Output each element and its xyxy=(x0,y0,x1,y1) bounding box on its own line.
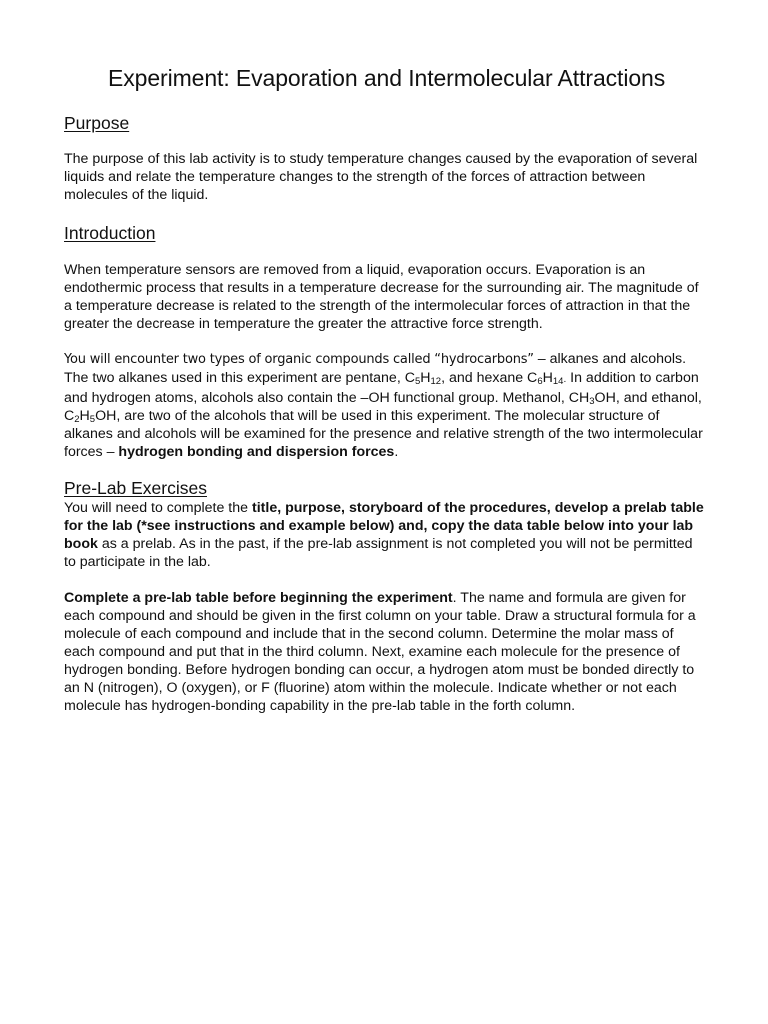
prelab-note: as a prelab. As in the past, if the pre-lab assignment is not completed you will not be permitted to participate in the lab. xyxy=(64,536,693,570)
introduction-heading: Introduction xyxy=(64,223,156,243)
page-title: Experiment: Evaporation and Intermolecular Attractions xyxy=(108,65,666,91)
prelab-intro: You will need to complete the xyxy=(64,500,252,516)
prelab-paragraph-2 xyxy=(64,589,708,715)
pentane-h: H xyxy=(420,370,431,386)
forces-period: . xyxy=(394,444,399,460)
ethanol-text: OH, and ethanol, C xyxy=(64,390,702,424)
pentane-subscript-h: 12 xyxy=(430,376,442,387)
ethanol-subscript-h: 5 xyxy=(89,414,96,425)
ethanol-h: H xyxy=(79,408,90,424)
hexane-h: H xyxy=(542,370,553,386)
introduction-paragraph-1: When temperature sensors are removed from a liquid, evaporation occurs. Evaporation is an endothermic process that results in a temperature decrease for the surrounding air. The magnitude of a temperature decrease is related to the strength of the intermolecular forces of attraction in that the greater the decrease in temperature the greater the attractive force strength. xyxy=(64,262,699,332)
hexane-subscript-h: 14 xyxy=(552,376,564,387)
hexane-text: , and hexane C xyxy=(441,370,538,386)
forces-text: OH, are two of the alcohols that will be used in this experiment. The molecular structure of alkanes and alcohols will be examined for the presence and relative strength of the two intermolecular forces – xyxy=(64,408,703,460)
prelab-heading: Pre-Lab Exercises xyxy=(64,478,207,498)
forces-bold: hydrogen bonding and dispersion forces xyxy=(118,444,395,460)
alcohols-text: In addition to carbon and hydrogen atoms, alcohols also contain the –OH functional group. Methanol, CH xyxy=(64,370,699,406)
hydrocarbons-sentence: You will encounter two types of organic compounds called “hydrocarbons” xyxy=(64,352,534,367)
methanol-subscript: 3 xyxy=(589,396,595,407)
purpose-heading: Purpose xyxy=(64,113,130,133)
hexane-period: . xyxy=(563,374,567,385)
alkanes-text: – alkanes and alcohols. The two alkanes used in this experiment are pentane, C xyxy=(64,351,687,386)
prelab-requirements-bold: title, purpose, storyboard of the procedures, develop a prelab table for the lab (*see instructions and example below) and, copy the data table below into your lab book xyxy=(64,500,704,552)
introduction-paragraph-2 xyxy=(64,350,708,461)
prelab-table-bold: Complete a pre-lab table before beginning the experiment xyxy=(64,590,453,606)
purpose-paragraph: The purpose of this lab activity is to study temperature changes caused by the evaporation of several liquids and relate the temperature changes to the strength of the forces of attraction between molecules of the liquid. xyxy=(64,151,698,203)
hexane-subscript-c: 6 xyxy=(537,376,543,387)
ethanol-subscript-c: 2 xyxy=(74,414,80,425)
pentane-subscript-c: 5 xyxy=(414,376,421,387)
prelab-paragraph-1 xyxy=(64,499,708,571)
prelab-table-instructions: . The name and formula are given for each compound and should be given in the first column on your table. Draw a structural formula for a molecule of each compound and include that in the second column. Determine the molar mass of each compound and put that in the third column. Next, examine each molecule for the presence of hydrogen bonding. Before hydrogen bonding can occur, a hydrogen atom must be bonded directly to an N (nitrogen), O (oxygen), or F (fluorine) atom within the molecule. Indicate whether or not each molecule has hydrogen-bonding capability in the pre-lab table in the forth column. xyxy=(64,590,696,714)
